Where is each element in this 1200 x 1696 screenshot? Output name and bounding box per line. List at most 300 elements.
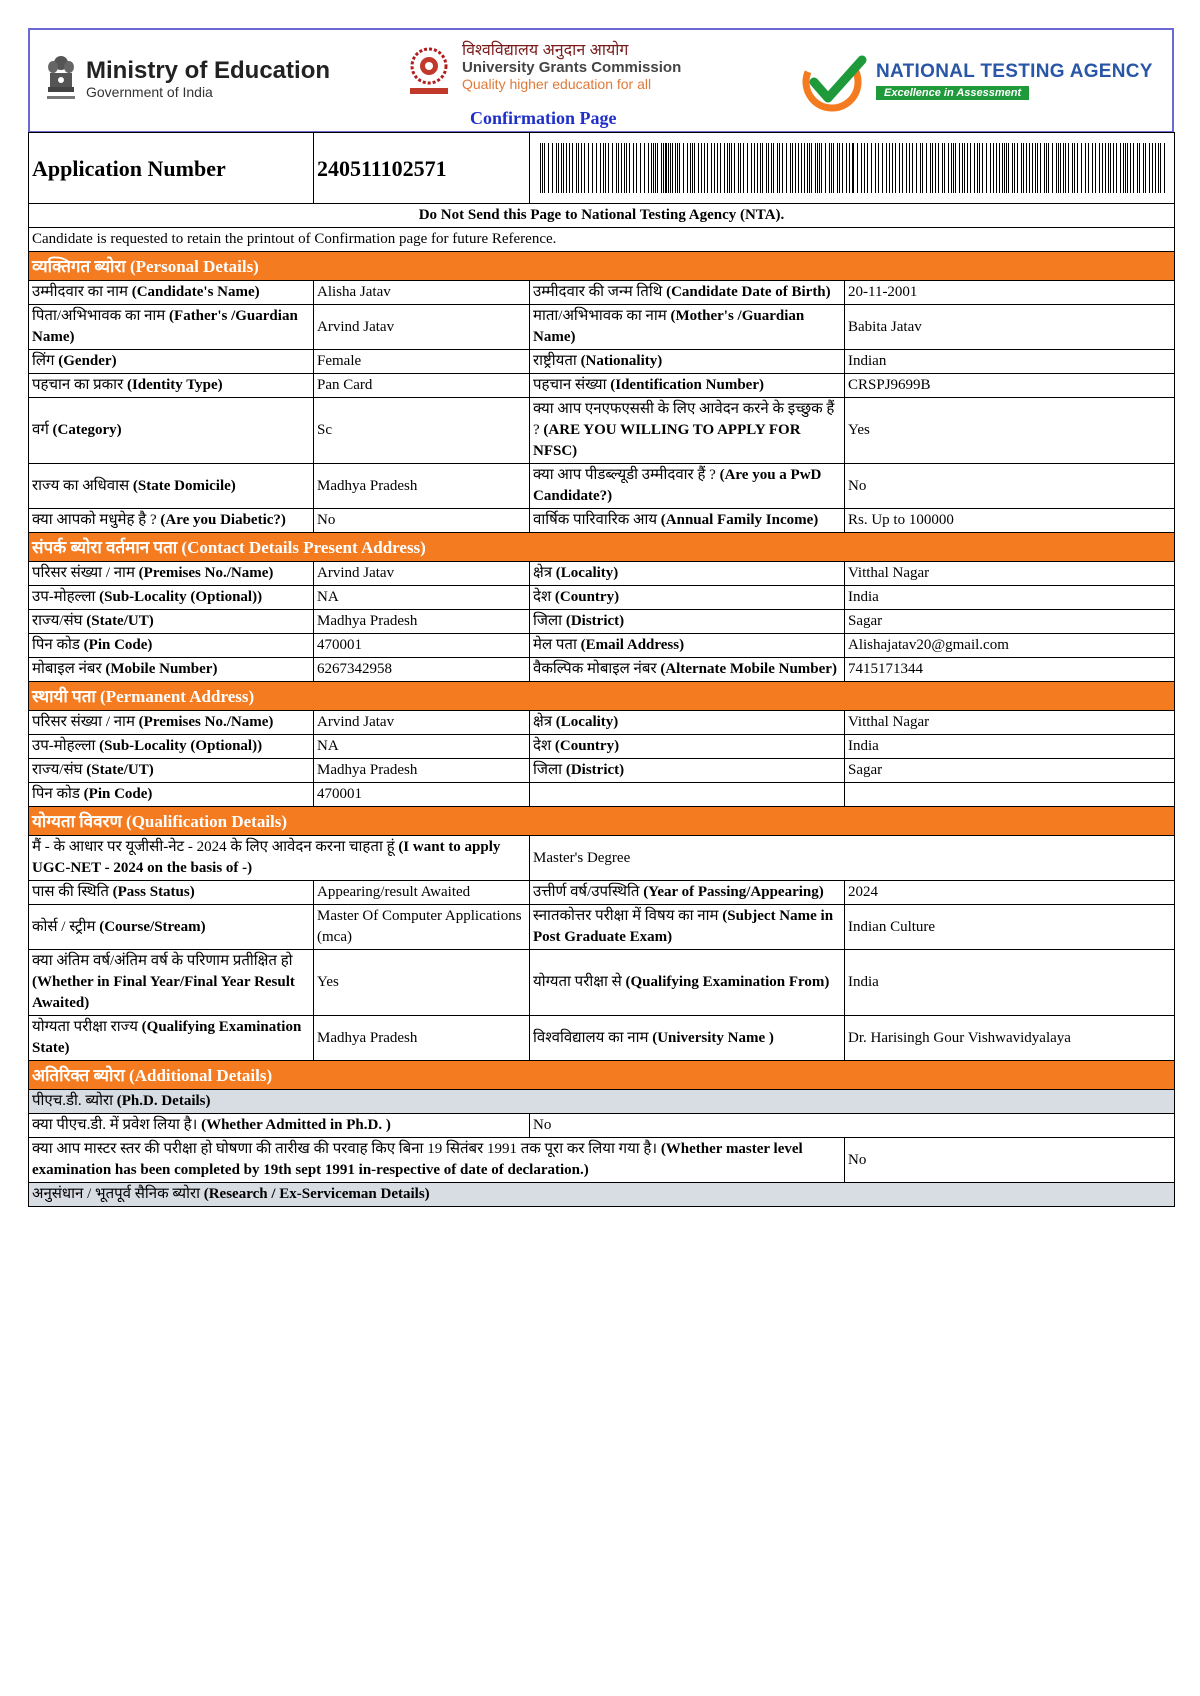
barcode-bar xyxy=(821,143,822,193)
barcode-bar xyxy=(566,143,567,193)
contact-row xyxy=(29,586,1175,610)
barcode-bar xyxy=(798,143,799,193)
barcode-bar xyxy=(1133,143,1134,193)
personal-label-6-left xyxy=(29,509,314,533)
barcode xyxy=(530,133,1175,204)
phd-admitted-label xyxy=(29,1114,530,1138)
retain-row xyxy=(29,228,1175,252)
barcode-bar xyxy=(996,143,997,193)
contact-row xyxy=(29,634,1175,658)
contact-value-1-left: NA xyxy=(314,586,530,610)
barcode-bar xyxy=(542,143,543,193)
barcode-bar xyxy=(1130,143,1131,193)
barcode-bar xyxy=(724,143,725,193)
barcode-bar xyxy=(953,143,954,193)
barcode-bar xyxy=(648,143,649,193)
application-number-label: Application Number xyxy=(29,133,314,204)
barcode-bar xyxy=(626,143,627,193)
contact-value-3-left: 470001 xyxy=(314,634,530,658)
personal-label-5-left xyxy=(29,464,314,509)
qualification-label-2-left-hindi: क्या अंतिम वर्ष/अंतिम वर्ष के परिणाम प्रतीक्षित हो xyxy=(32,953,293,969)
contact-row xyxy=(29,610,1175,634)
permanent-label-0-left xyxy=(29,711,314,735)
contact-label-2-left-english: (State/UT) xyxy=(86,613,154,629)
phd-admitted-value: No xyxy=(530,1114,1175,1138)
ugc-logo-block xyxy=(402,42,681,100)
contact-label-0-left-hindi: परिसर संख्या / नाम xyxy=(32,565,139,581)
contact-label-2-right xyxy=(530,610,845,634)
personal-label-4-left-hindi: वर्ग xyxy=(32,422,53,438)
permanent-label-2-right-english: (District) xyxy=(565,762,625,778)
personal-row xyxy=(29,374,1175,398)
permanent-label-1-right-hindi: देश xyxy=(533,738,555,754)
qualification-label-0-left xyxy=(29,881,314,905)
personal-section-header xyxy=(29,252,1175,281)
barcode-bar xyxy=(833,143,834,193)
qualification-label-0-left-hindi: पास की स्थिति xyxy=(32,884,113,900)
barcode-bar xyxy=(849,143,850,193)
ugc-hindi-name: विश्वविद्यालय अनुदान आयोग xyxy=(462,42,629,59)
barcode-bar xyxy=(633,143,634,193)
contact-label-4-right-english: (Alternate Mobile Number) xyxy=(660,661,837,677)
master-1991-row xyxy=(29,1138,1175,1183)
personal-label-4-left xyxy=(29,398,314,464)
permanent-label-2-left-english: (State/UT) xyxy=(86,762,154,778)
barcode-bar xyxy=(1127,143,1128,193)
personal-label-3-right-hindi: पहचान संख्या xyxy=(533,377,611,393)
barcode-bar xyxy=(773,143,774,193)
contact-label-1-left-english: (Sub-Locality (Optional)) xyxy=(99,589,263,605)
barcode-bar xyxy=(1160,143,1161,193)
barcode-bar xyxy=(817,143,818,193)
qualification-value-1-right: Indian Culture xyxy=(845,905,1175,950)
barcode-bar xyxy=(751,143,752,193)
personal-value-0-right: 20-11-2001 xyxy=(845,281,1175,305)
barcode-bar xyxy=(605,143,606,193)
personal-label-0-right-english: (Candidate Date of Birth) xyxy=(666,284,831,300)
additional-section-header xyxy=(29,1061,1175,1090)
barcode-bar xyxy=(576,143,577,193)
barcode-bar xyxy=(717,143,718,193)
permanent-label-1-right-english: (Country) xyxy=(554,738,620,754)
barcode-bar xyxy=(588,143,589,193)
qualification-label-0-right-hindi: उत्तीर्ण वर्ष/उपस्थिति xyxy=(533,884,644,900)
barcode-bar xyxy=(779,143,780,193)
barcode-bar xyxy=(982,143,983,193)
barcode-bar xyxy=(1105,143,1106,193)
barcode-bar xyxy=(926,143,927,193)
notice-text: Do Not Send this Page to National Testing Agency (NTA). xyxy=(29,204,1175,228)
barcode-bar xyxy=(951,143,952,193)
contact-value-3-right: Alishajatav20@gmail.com xyxy=(845,634,1175,658)
qualification-basis-label-hindi: मैं - के आधार पर यूजीसी-नेट - 2024 के लिए आवेदन करना चाहता हूं xyxy=(32,839,399,855)
contact-row xyxy=(29,658,1175,682)
permanent-value-3-right xyxy=(845,783,1175,807)
barcode-bar xyxy=(747,143,748,193)
barcode-bar xyxy=(668,143,669,193)
barcode-bar xyxy=(1008,143,1009,193)
barcode-bar xyxy=(711,143,712,193)
contact-value-0-left: Arvind Jatav xyxy=(314,562,530,586)
barcode-bar xyxy=(563,143,564,193)
qualification-section-header xyxy=(29,807,1175,836)
barcode-bar xyxy=(672,143,673,193)
barcode-bar xyxy=(556,143,557,193)
barcode-bar xyxy=(720,143,721,193)
contact-label-1-right xyxy=(530,586,845,610)
permanent-label-3-left xyxy=(29,783,314,807)
qualification-label-0-left-english: (Pass Status) xyxy=(112,884,195,900)
barcode-bar xyxy=(892,143,893,193)
qualification-label-0-right-english: (Year of Passing/Appearing) xyxy=(643,884,824,900)
barcode-bar xyxy=(1077,143,1078,193)
qualification-label-2-left xyxy=(29,950,314,1016)
barcode-bar xyxy=(819,143,820,193)
barcode-bar xyxy=(701,143,702,193)
barcode-bar xyxy=(670,143,671,193)
personal-label-3-right-english: (Identification Number) xyxy=(610,377,764,393)
barcode-bar xyxy=(592,143,593,193)
qualification-label-3-right xyxy=(530,1016,845,1061)
personal-label-1-left-english: (Father's /Guardian Name) xyxy=(32,308,298,345)
contact-label-1-left xyxy=(29,586,314,610)
personal-label-4-right-hindi: क्या आप एनएफएससी के लिए आवेदन करने के इच्छुक हैं ? xyxy=(533,401,835,438)
barcode-bar xyxy=(864,143,865,193)
permanent-label-0-right-hindi: क्षेत्र xyxy=(533,714,556,730)
personal-value-6-right: Rs. Up to 100000 xyxy=(845,509,1175,533)
qualification-value-0-left: Appearing/result Awaited xyxy=(314,881,530,905)
permanent-row xyxy=(29,783,1175,807)
permanent-value-3-left: 470001 xyxy=(314,783,530,807)
personal-label-1-left xyxy=(29,305,314,350)
qualification-label-1-left xyxy=(29,905,314,950)
phd-details-title-hindi: पीएच.डी. ब्योरा xyxy=(32,1093,117,1109)
contact-value-4-left: 6267342958 xyxy=(314,658,530,682)
personal-label-5-left-hindi: राज्य का अधिवास xyxy=(32,477,133,494)
permanent-section-header xyxy=(29,682,1175,711)
permanent-label-0-right xyxy=(530,711,845,735)
barcode-bar xyxy=(974,143,975,193)
phd-admitted-row xyxy=(29,1114,1175,1138)
personal-label-3-left-hindi: पहचान का प्रकार xyxy=(32,377,127,393)
barcode-bar xyxy=(584,143,585,193)
barcode-bar xyxy=(629,143,630,193)
barcode-bar xyxy=(1012,143,1013,193)
ugc-tagline: Quality higher education for all xyxy=(462,76,652,92)
personal-value-2-left: Female xyxy=(314,350,530,374)
barcode-bar xyxy=(878,143,879,193)
barcode-bar xyxy=(757,143,758,193)
permanent-value-0-right: Vitthal Nagar xyxy=(845,711,1175,735)
barcode-bar xyxy=(977,143,978,193)
barcode-bar xyxy=(875,143,876,193)
barcode-bar xyxy=(986,143,987,193)
contact-label-0-left xyxy=(29,562,314,586)
barcode-bar xyxy=(683,143,684,193)
qualification-label-2-right-hindi: योग्यता परीक्षा से xyxy=(533,974,626,990)
barcode-bar xyxy=(581,143,582,193)
barcode-bar xyxy=(1072,143,1073,193)
barcode-bar xyxy=(932,143,933,193)
barcode-bar xyxy=(801,143,802,193)
barcode-bar xyxy=(795,143,796,193)
barcode-bar xyxy=(1014,143,1015,193)
qualification-value-2-right: India xyxy=(845,950,1175,1016)
barcode-bar xyxy=(811,143,812,193)
barcode-bar xyxy=(852,143,854,193)
contact-label-0-right xyxy=(530,562,845,586)
qualification-basis-value: Master's Degree xyxy=(530,836,1175,881)
barcode-bar xyxy=(677,143,678,193)
confirmation-page-title: Confirmation Page xyxy=(470,108,617,128)
personal-label-3-left-english: (Identity Type) xyxy=(126,377,223,393)
barcode-bar xyxy=(990,143,991,193)
barcode-bar xyxy=(886,143,887,193)
barcode-bar xyxy=(842,143,843,193)
qualification-basis-label-english: (I want to apply UGC-NET - 2024 on the basis of -) xyxy=(32,839,501,876)
qualification-label-2-left-english: (Whether in Final Year/Final Year Result Awaited) xyxy=(32,974,295,1011)
barcode-bar xyxy=(846,143,847,193)
master-1991-label xyxy=(29,1138,845,1183)
qualification-label-2-right-english: (Qualifying Examination From) xyxy=(625,974,830,990)
contact-label-3-right-english: (Email Address) xyxy=(580,637,685,653)
barcode-bar xyxy=(1137,143,1138,193)
barcode-bar xyxy=(777,143,778,193)
barcode-bar xyxy=(603,143,604,193)
barcode-bar xyxy=(1068,143,1069,193)
barcode-bar xyxy=(837,143,838,193)
qualification-label-3-left-hindi: योग्यता परीक्षा राज्य xyxy=(32,1019,142,1035)
barcode-bar xyxy=(964,143,965,193)
barcode-bar xyxy=(948,143,949,193)
barcode-bar xyxy=(540,143,541,193)
personal-value-4-left: Sc xyxy=(314,398,530,464)
qualification-value-2-left: Yes xyxy=(314,950,530,1016)
barcode-bar xyxy=(1063,143,1064,193)
barcode-bar xyxy=(839,143,840,193)
personal-label-0-left xyxy=(29,281,314,305)
phd-details-title-english: (Ph.D. Details) xyxy=(116,1093,211,1109)
ministry-subtitle: Government of India xyxy=(86,84,213,100)
barcode-bar xyxy=(616,143,617,193)
personal-label-1-right xyxy=(530,305,845,350)
personal-value-6-left: No xyxy=(314,509,530,533)
barcode-bar xyxy=(782,143,783,193)
barcode-bar xyxy=(612,143,613,193)
barcode-bar xyxy=(548,143,549,193)
personal-label-4-left-english: (Category) xyxy=(52,422,122,438)
barcode-bar xyxy=(1048,143,1049,193)
personal-value-3-left: Pan Card xyxy=(314,374,530,398)
permanent-label-2-right xyxy=(530,759,845,783)
barcode-bar xyxy=(1108,143,1109,193)
permanent-row xyxy=(29,711,1175,735)
contact-label-3-left-hindi: पिन कोड xyxy=(32,637,84,653)
barcode-bar xyxy=(920,143,921,193)
phd-details-title xyxy=(29,1090,1175,1114)
personal-value-5-left: Madhya Pradesh xyxy=(314,464,530,509)
phd-admitted-label-hindi: क्या पीएच.डी. में प्रवेश लिया है। xyxy=(32,1117,202,1133)
personal-label-3-left xyxy=(29,374,314,398)
qualification-label-2-right xyxy=(530,950,845,1016)
confirmation-page xyxy=(28,28,1174,1207)
contact-label-4-right-hindi: वैकल्पिक मोबाइल नंबर xyxy=(533,661,661,677)
barcode-bar xyxy=(889,143,890,193)
barcode-bar xyxy=(1139,143,1140,193)
barcode-bar xyxy=(1092,143,1093,193)
permanent-value-2-right: Sagar xyxy=(845,759,1175,783)
header-banner xyxy=(28,28,1174,132)
barcode-bar xyxy=(544,143,545,193)
nta-checkmark-logo-icon xyxy=(800,50,868,112)
barcode-bar xyxy=(558,143,559,193)
nta-tagline: Excellence in Assessment xyxy=(876,86,1029,100)
qualification-value-1-left: Master Of Computer Applications (mca) xyxy=(314,905,530,950)
personal-label-6-left-english: (Are you Diabetic?) xyxy=(160,512,286,528)
qualification-value-0-right: 2024 xyxy=(845,881,1175,905)
permanent-label-0-right-english: (Locality) xyxy=(555,714,619,730)
barcode-bar xyxy=(1017,143,1018,193)
barcode-bar xyxy=(790,143,791,193)
personal-row xyxy=(29,509,1175,533)
permanent-label-1-left-english: (Sub-Locality (Optional)) xyxy=(99,738,263,754)
barcode-bar xyxy=(1060,143,1061,193)
barcode-bar xyxy=(938,143,939,193)
barcode-bar xyxy=(1056,143,1057,193)
barcode-bar xyxy=(912,143,913,193)
barcode-bar xyxy=(1037,143,1038,193)
barcode-bar xyxy=(967,143,968,193)
barcode-bar xyxy=(1152,143,1153,193)
additional-section-title: अतिरिक्त ब्योरा (Additional Details) xyxy=(29,1061,1175,1090)
ministry-title: Ministry of Education xyxy=(86,57,331,84)
barcode-bar xyxy=(687,143,688,193)
barcode-bar xyxy=(1081,143,1082,193)
personal-row xyxy=(29,281,1175,305)
permanent-label-2-right-hindi: जिला xyxy=(533,762,566,778)
contact-label-1-right-hindi: देश xyxy=(533,589,555,605)
barcode-bar xyxy=(653,143,654,193)
national-emblem-icon xyxy=(44,54,78,104)
barcode-bar xyxy=(651,143,652,193)
contact-label-4-left xyxy=(29,658,314,682)
barcode-bar xyxy=(895,143,896,193)
barcode-bar xyxy=(959,143,960,193)
barcode-bar xyxy=(665,143,667,193)
barcode-bar xyxy=(768,143,769,193)
permanent-value-1-right: India xyxy=(845,735,1175,759)
barcode-bar xyxy=(1002,143,1003,193)
contact-value-2-right: Sagar xyxy=(845,610,1175,634)
barcode-bar xyxy=(902,143,903,193)
barcode-bar xyxy=(1074,143,1075,193)
barcode-bar xyxy=(899,143,900,193)
qualification-label-3-right-hindi: विश्वविद्यालय का नाम xyxy=(533,1029,653,1046)
personal-label-5-right-english: (Are you a PwD Candidate?) xyxy=(533,467,822,504)
contact-label-0-right-hindi: क्षेत्र xyxy=(533,565,556,581)
research-details-title xyxy=(29,1183,1175,1207)
barcode-bar xyxy=(944,143,945,193)
personal-label-6-left-hindi: क्या आपको मधुमेह है ? xyxy=(32,512,161,528)
qualification-label-1-right-hindi: स्नातकोत्तर परीक्षा में विषय का नाम xyxy=(533,908,723,924)
barcode-bar xyxy=(1095,143,1096,193)
personal-row xyxy=(29,464,1175,509)
barcode-bar xyxy=(867,143,868,193)
contact-label-2-right-english: (District) xyxy=(565,613,625,629)
barcode-bar xyxy=(1088,143,1089,193)
qualification-row xyxy=(29,905,1175,950)
barcode-bar xyxy=(1085,143,1086,193)
contact-label-2-left xyxy=(29,610,314,634)
barcode-bar xyxy=(762,143,763,193)
contact-label-3-right xyxy=(530,634,845,658)
contact-section-header xyxy=(29,533,1175,562)
barcode-bar xyxy=(916,143,917,193)
personal-row xyxy=(29,350,1175,374)
ministry-logo-block xyxy=(44,54,330,104)
permanent-label-3-right xyxy=(530,783,845,807)
retain-text: Candidate is requested to retain the printout of Confirmation page for future Reference. xyxy=(29,228,1175,252)
barcode-bar xyxy=(1029,143,1030,193)
barcode-bar xyxy=(1046,143,1047,193)
personal-value-2-right: Indian xyxy=(845,350,1175,374)
barcode-bar xyxy=(766,143,767,193)
permanent-label-2-left-hindi: राज्य/संघ xyxy=(32,762,87,778)
barcode-bar xyxy=(815,143,816,193)
barcode-bar xyxy=(675,143,676,193)
contact-label-2-right-hindi: जिला xyxy=(533,613,566,629)
barcode-bar xyxy=(707,143,708,193)
personal-value-3-right: CRSPJ9699B xyxy=(845,374,1175,398)
barcode-bar xyxy=(1006,143,1007,193)
barcode-bar xyxy=(930,143,931,193)
nta-logo-block xyxy=(800,50,1153,112)
ugc-logo-icon xyxy=(402,42,456,100)
barcode-bar xyxy=(1110,143,1111,193)
barcode-bar xyxy=(552,143,553,193)
contact-row xyxy=(29,562,1175,586)
barcode-bar xyxy=(1035,143,1036,193)
personal-label-0-right-hindi: उम्मीदवार की जन्म तिथि xyxy=(533,284,667,300)
barcode-bar xyxy=(714,143,715,193)
personal-value-0-left: Alisha Jatav xyxy=(314,281,530,305)
barcode-bar xyxy=(596,143,597,193)
barcode-bar xyxy=(740,143,741,193)
personal-label-2-left xyxy=(29,350,314,374)
barcode-bar xyxy=(1149,143,1150,193)
contact-label-4-left-hindi: मोबाइल नंबर xyxy=(32,661,106,677)
barcode-bar xyxy=(1052,143,1053,193)
permanent-value-2-left: Madhya Pradesh xyxy=(314,759,530,783)
personal-label-1-right-hindi: माता/अभिभावक का नाम xyxy=(533,308,671,324)
barcode-image xyxy=(536,141,1175,195)
barcode-bar xyxy=(1125,143,1126,193)
barcode-bar xyxy=(644,143,645,193)
barcode-bar xyxy=(955,143,956,193)
permanent-label-3-left-english: (Pin Code) xyxy=(83,786,153,802)
barcode-bar xyxy=(679,143,680,193)
nta-title: NATIONAL TESTING AGENCY xyxy=(876,61,1153,82)
phd-details-header xyxy=(29,1090,1175,1114)
research-details-title-english: (Research / Ex-Serviceman Details) xyxy=(203,1186,430,1202)
barcode-bar xyxy=(1116,143,1117,193)
barcode-bar xyxy=(760,143,761,193)
barcode-bar xyxy=(962,143,963,193)
barcode-bar xyxy=(690,143,691,193)
barcode-bar xyxy=(809,143,810,193)
barcode-bar xyxy=(786,143,787,193)
personal-value-1-left: Arvind Jatav xyxy=(314,305,530,350)
